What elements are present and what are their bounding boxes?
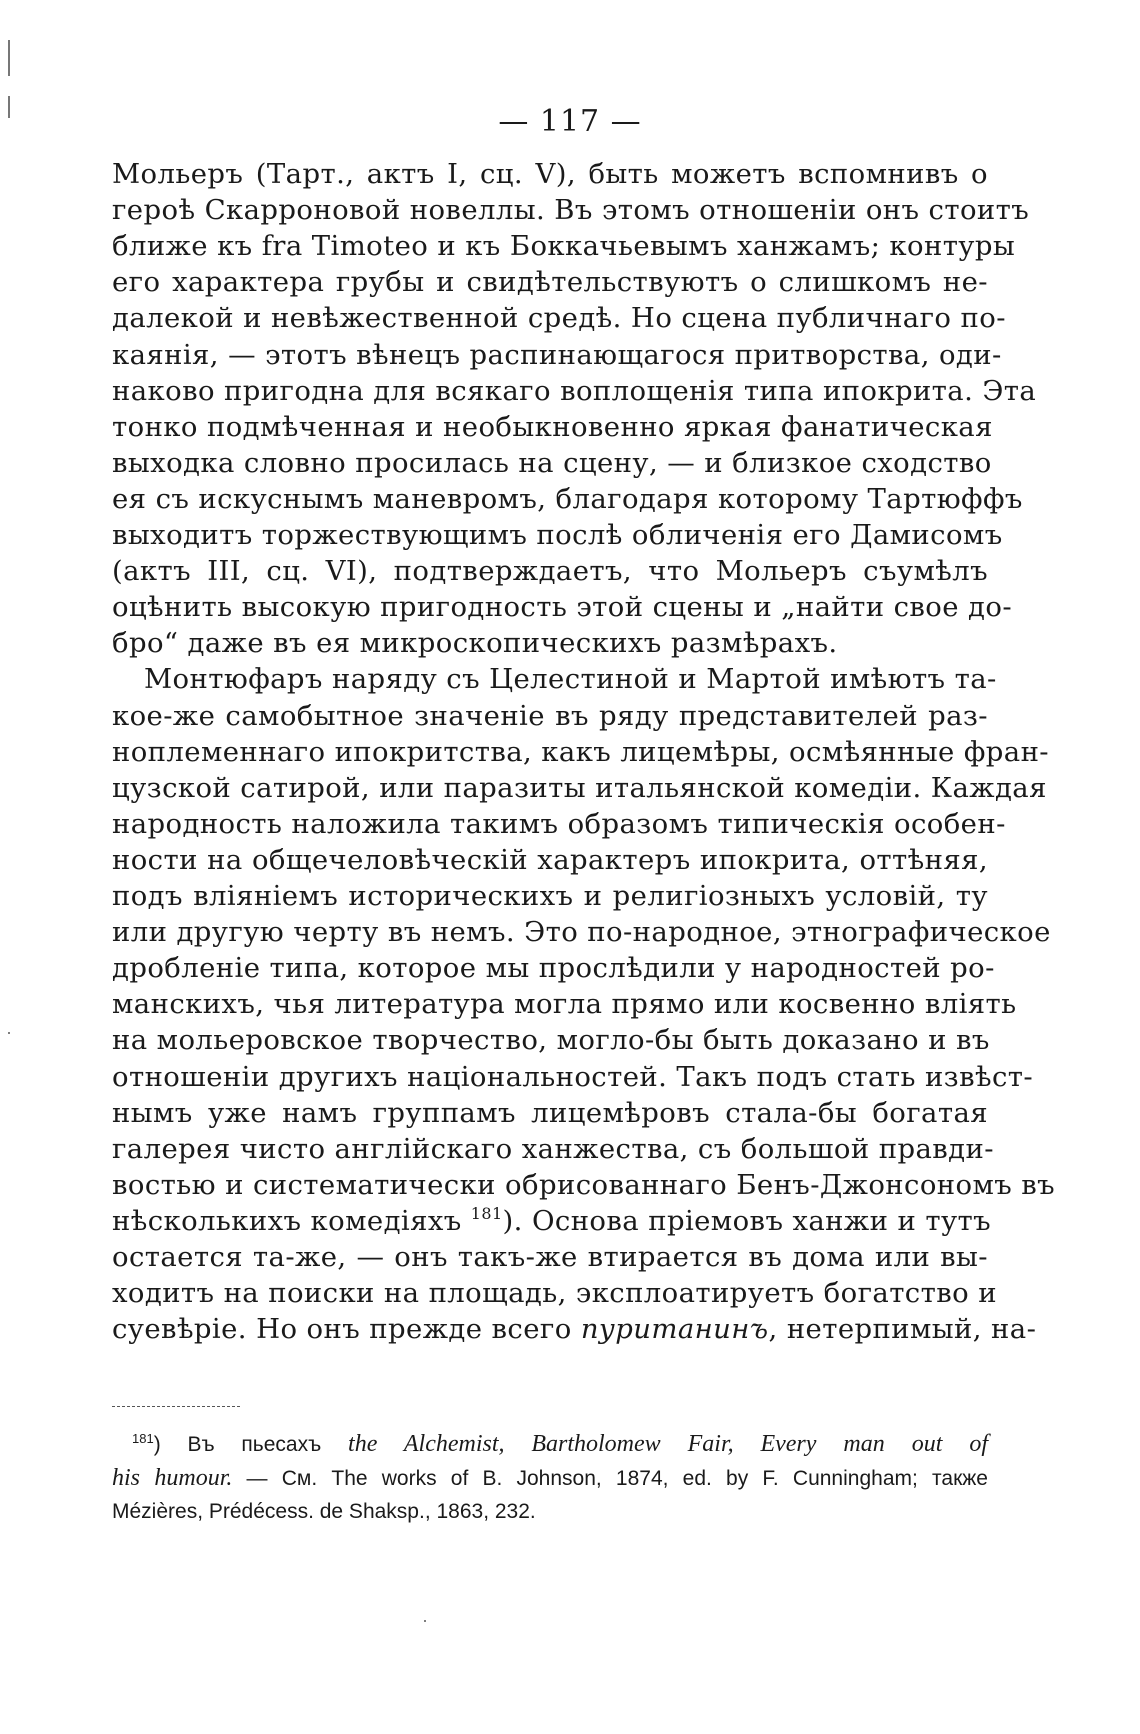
text-line bbox=[112, 1273, 997, 1313]
line-text: на мольеровское творчество, могло-бы быть доказано и въ bbox=[112, 1024, 990, 1057]
text-line bbox=[112, 479, 1023, 519]
text-line bbox=[112, 1020, 988, 1060]
line-text: отношеніи другихъ національностей. Такъ подъ стать извѣст- bbox=[112, 1060, 1034, 1093]
line-text: Мольеръ (Тарт., актъ I, сц. V), быть можетъ вспомнивъ о bbox=[112, 158, 988, 190]
text-line bbox=[112, 515, 1003, 555]
text-line bbox=[112, 840, 988, 880]
work-title: Bartholomew Fair, bbox=[531, 1431, 734, 1457]
line-text: нымъ уже намъ группамъ лицемѣровъ стала-бы богатая bbox=[112, 1096, 988, 1129]
line-text: народность наложила такимъ образомъ типическія особен- bbox=[112, 807, 1006, 840]
line-text: галерея чисто англійскаго ханжества, съ большой правди- bbox=[112, 1132, 994, 1165]
footnote-marker: 181 bbox=[132, 1431, 154, 1446]
text-line bbox=[112, 1201, 992, 1241]
work-title: his humour. bbox=[112, 1465, 233, 1491]
line-text: дробленіе типа, которое мы прослѣдили у народностей ро- bbox=[112, 952, 995, 985]
footnote-line bbox=[132, 1428, 988, 1460]
line-text: или другую черту въ немъ. Это по-народное, этнографическое bbox=[112, 916, 1051, 949]
line-text: Монтюфаръ наряду съ Целестиной и Мартой имѣютъ та- bbox=[144, 663, 997, 696]
line-text: ). Основа пріемовъ ханжи и тутъ bbox=[502, 1204, 992, 1237]
text-line bbox=[112, 768, 1047, 808]
line-text: далекой и невѣжественной средѣ. Но сцена публичнаго по- bbox=[112, 302, 1006, 335]
line-text: ея съ искуснымъ маневромъ, благодаря которому Тартюффъ bbox=[112, 482, 1023, 515]
text-line bbox=[112, 696, 988, 736]
line-text: ходитъ на поиски на площадь, эксплоатируетъ богатство и bbox=[112, 1277, 997, 1310]
page-number: — 117 — bbox=[498, 104, 642, 139]
footnote-reference: 181 bbox=[470, 1203, 503, 1223]
work-title: the Alchemist, bbox=[348, 1431, 505, 1457]
emphasized-word: пуританинъ bbox=[580, 1313, 769, 1346]
text-line bbox=[112, 912, 1051, 952]
text-line bbox=[112, 443, 992, 483]
text-line bbox=[112, 190, 1030, 230]
text-line bbox=[112, 1165, 1056, 1205]
text-line bbox=[112, 262, 988, 302]
footnote-line bbox=[112, 1496, 988, 1528]
text-line bbox=[112, 1093, 988, 1133]
line-text: суевѣріе. Но онъ прежде всего bbox=[112, 1313, 581, 1346]
text-line bbox=[112, 587, 1013, 627]
text-line bbox=[112, 876, 988, 916]
line-text: нѣсколькихъ комедіяхъ bbox=[112, 1204, 471, 1237]
line-text: цузской сатирой, или паразиты итальянской комедіи. Каждая bbox=[112, 771, 1047, 804]
footnote-text: — См. The works of B. Johnson, 1874, ed. by F. Cunningham; также bbox=[232, 1467, 988, 1490]
text-line bbox=[112, 407, 993, 447]
text-line bbox=[112, 226, 1016, 266]
footnote-text: ) Въ пьесахъ bbox=[153, 1433, 349, 1456]
line-text: его характера грубы и свидѣтельствуютъ о слишкомъ не- bbox=[112, 266, 988, 299]
line-text: ближе къ fra Timoteo и къ Боккачьевымъ ханжамъ; контуры bbox=[112, 230, 1016, 263]
line-text: наково пригодна для всякаго воплощенія типа ипокрита. Эта bbox=[112, 374, 1037, 407]
text-line bbox=[112, 804, 1006, 844]
line-text: тонко подмѣченная и необыкновенно яркая фанатическая bbox=[112, 410, 993, 443]
line-text: подъ вліяніемъ историческихъ и религіозныхъ условій, ту bbox=[112, 880, 988, 912]
line-text: (актъ III, сц. VI), подтверждаетъ, что Мольеръ съумѣлъ bbox=[112, 555, 988, 588]
text-line bbox=[112, 623, 988, 663]
text-line bbox=[112, 154, 988, 194]
footnote-line bbox=[112, 1462, 988, 1494]
text-line bbox=[112, 1129, 994, 1169]
text-line bbox=[112, 732, 1050, 772]
line-text: выходитъ торжествующимъ послѣ обличенія его Дамисомъ bbox=[112, 519, 1003, 551]
text-line bbox=[112, 1237, 988, 1277]
work-title: Every man out of bbox=[760, 1431, 988, 1457]
footnote-text: Mézières, Prédécess. de Shaksp., 1863, 232. bbox=[112, 1500, 536, 1523]
scan-speck bbox=[8, 1032, 10, 1034]
line-text: кое-же самобытное значеніе въ ряду представителей раз- bbox=[112, 699, 988, 732]
text-line bbox=[112, 1057, 1034, 1097]
line-text: манскихъ, чья литература могла прямо или косвенно вліять bbox=[112, 988, 1017, 1021]
line-text: героѣ Скарроновой новеллы. Въ этомъ отношеніи онъ стоитъ bbox=[112, 194, 1030, 227]
text-line bbox=[112, 1309, 1037, 1349]
line-text: ности на общечеловѣческій характеръ ипокрита, оттѣняя, bbox=[112, 843, 988, 876]
line-text: каянія, — этотъ вѣнецъ распинающагося притворства, оди- bbox=[112, 338, 1002, 371]
footnote-separator bbox=[112, 1406, 240, 1407]
text-line bbox=[112, 335, 1002, 375]
line-text: остается та-же, — онъ такъ-же втирается въ дома или вы- bbox=[112, 1241, 988, 1273]
text-line bbox=[112, 984, 1017, 1024]
scan-edge-mark bbox=[8, 40, 10, 76]
line-text: бро“ даже въ ея микроскопическихъ размѣрахъ. bbox=[112, 627, 838, 660]
text-line bbox=[112, 948, 995, 988]
text-line bbox=[112, 298, 1006, 338]
line-text: , нетерпимый, на- bbox=[768, 1313, 1037, 1346]
line-text: востью и систематически обрисованнаго Бенъ-Джонсономъ въ bbox=[112, 1168, 1056, 1201]
scan-speck bbox=[424, 1620, 426, 1622]
text-line bbox=[144, 659, 997, 699]
line-text: оцѣнить высокую пригодность этой сцены и „найти свое до- bbox=[112, 591, 1013, 624]
text-line bbox=[112, 551, 988, 591]
line-text: ноплеменнаго ипокритства, какъ лицемѣры, осмѣянные фран- bbox=[112, 735, 1050, 768]
text-line bbox=[112, 371, 1037, 411]
line-text: выходка словно просилась на сцену, — и близкое сходство bbox=[112, 446, 992, 479]
